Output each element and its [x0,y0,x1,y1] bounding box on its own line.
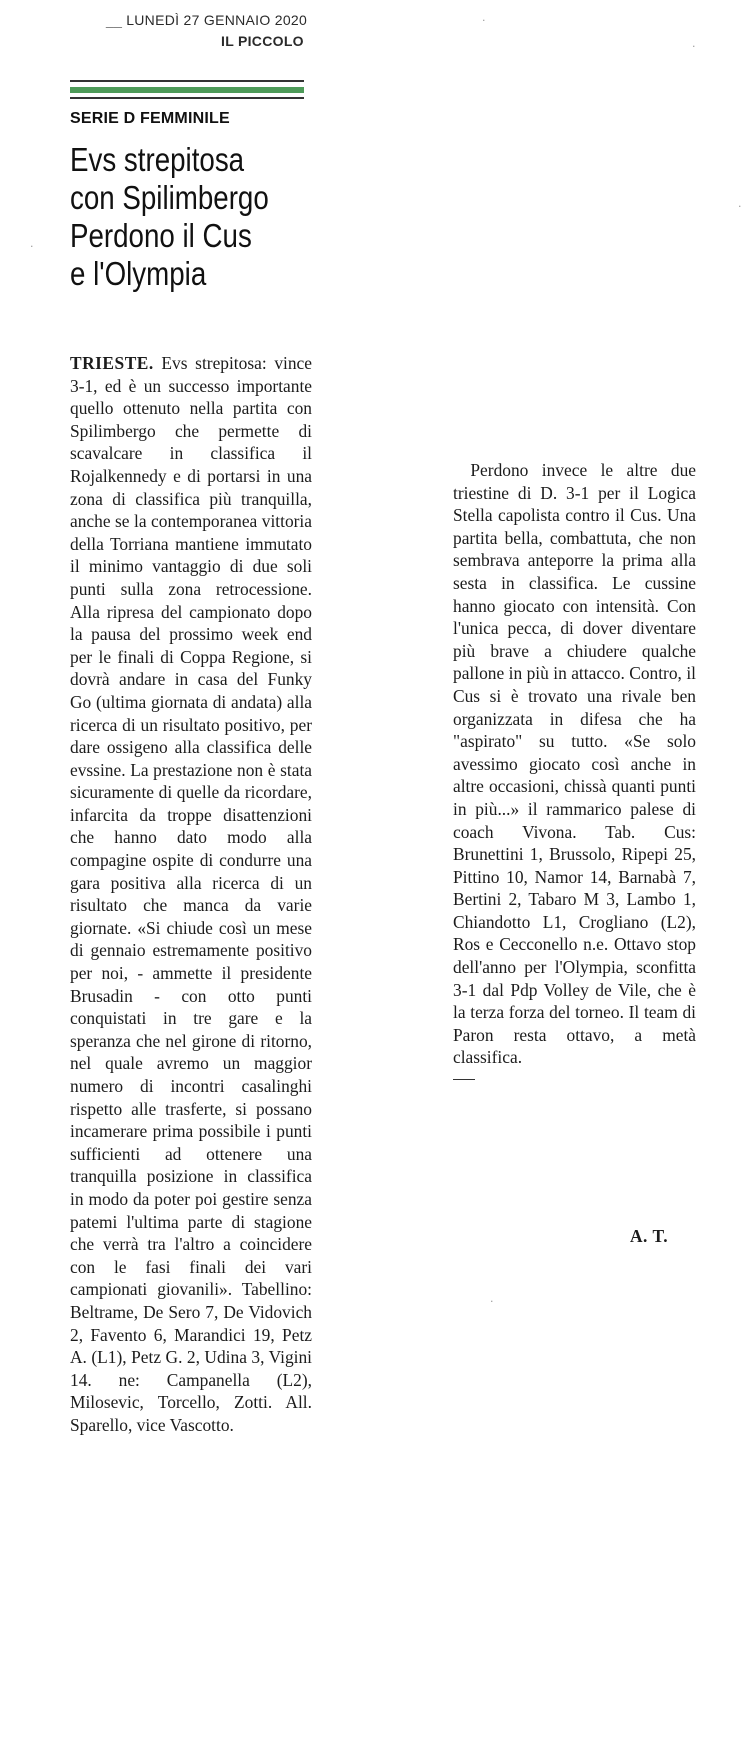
end-dash [453,1079,475,1080]
section-kicker: SERIE D FEMMINILE [70,110,230,127]
edition-date-text: LUNEDÌ 27 GENNAIO 2020 [126,12,308,28]
dateline: TRIESTE. [70,353,154,373]
author-signature: A. T. [630,1226,669,1246]
headline-line: Perdono il Cus [70,217,252,254]
headline-line: Evs strepitosa [70,141,245,178]
scan-speck: · [692,40,696,53]
scan-speck: · [490,1295,494,1308]
headline [70,141,305,293]
article-column-right [453,459,696,1080]
section-rules [70,80,304,99]
date-rule: __ [106,12,123,28]
article-column-left [70,352,312,1437]
rule-green-band [70,87,304,93]
article-paragraph-right [453,459,696,1069]
left-column-text: Evs strepitosa: vince 3-1, ed è un successo importante quello ottenuto nella partita con Spilimbergo che permette di scavalcare in classifica il Rojalkennedy e di portarsi in una zona di classifica più tranquilla, anche se la contemporanea vittoria della Torriana mantiene immutato il minimo vantaggio di due soli punti sulla zona retrocessione. Alla ripresa del campionato dopo la pausa del prossimo week end per le finali di Coppa Regione, si dovrà andare in casa del Funky Go (ultima giornata di andata) alla ricerca di un risultato positivo, per dare ossigeno alla classifica delle evssine. La prestazione non è stata sicuramente di quelle da ricordare, infarcita da troppe disattenzioni che hanno dato modo alla compagine ospite di condurre una gara positiva alla ricerca di un risultato che manca da varie giornate. «Si chiude così un mese di gennaio estremamente positivo per noi, - ammette il presidente Brusadin - con otto punti conquistati in tre gare e la speranza che nel girone di ritorno, nel quale avremo un maggior numero di incontri casalinghi rispetto alle trasferte, si possano incamerare prima possibile i punti sufficienti ad ottenere una tranquilla posizione in classifica in modo da poter poi gestire senza patemi l'ultima parte di stagione che verrà tra l'altro a coincidere con le fasi finali dei vari campionati giovanili». Tabellino: Beltrame, De Sero 7, De Vidovich 2, Favento 6, Marandici 19, Petz A. (L1), Petz G. 2, Udina 3, Vigini 14. ne: Campanella (L2), Milosevic, Torcello, Zotti. All. Sparello, vice Vascotto. [70,353,312,1435]
right-column-text: Perdono invece le altre due triestine di D. 3-1 per il Logica Stella capolista contro il Cus. Una partita bella, combattuta, che non sembrava anteporre la prima alla sesta in classifica. Le cussine hanno giocato con intensità. Con l'unica pecca, di dover diventare più brave a chiudere qualche pallone in più in attacco. Contro, il Cus si è trovato una rivale ben organizzata in difesa che ha "aspirato" su tutto. «Se solo avessimo giocato così anche in altre occasioni, chissà quanti punti in più...» il rammarico palese di coach Vivona. Tab. Cus: Brunettini 1, Brussolo, Ripepi 25, Pittino 10, Namor 14, Barnabà 7, Bertini 2, Tabaro M 3, Lambo 1, Chiandotto L1, Crogliano (L2), Ros e Cecconello n.e. Ottavo stop dell'anno per l'Olympia, sconfitta 3-1 dal Pdp Volley de Vile, che è la terza forza del torneo. Il team di Paron resta ottavo, a metà classifica. [453,460,696,1068]
headline-line: con Spilimbergo [70,179,269,216]
edition-date [106,12,307,28]
article-paragraph-left [70,352,312,1437]
scan-speck: · [738,200,742,213]
headline-line: e l'Olympia [70,255,207,292]
scan-speck: · [482,14,486,27]
rule-top [70,80,304,82]
scan-speck: · [30,240,34,253]
rule-bottom [70,97,304,99]
newspaper-name: IL PICCOLO [221,33,304,49]
